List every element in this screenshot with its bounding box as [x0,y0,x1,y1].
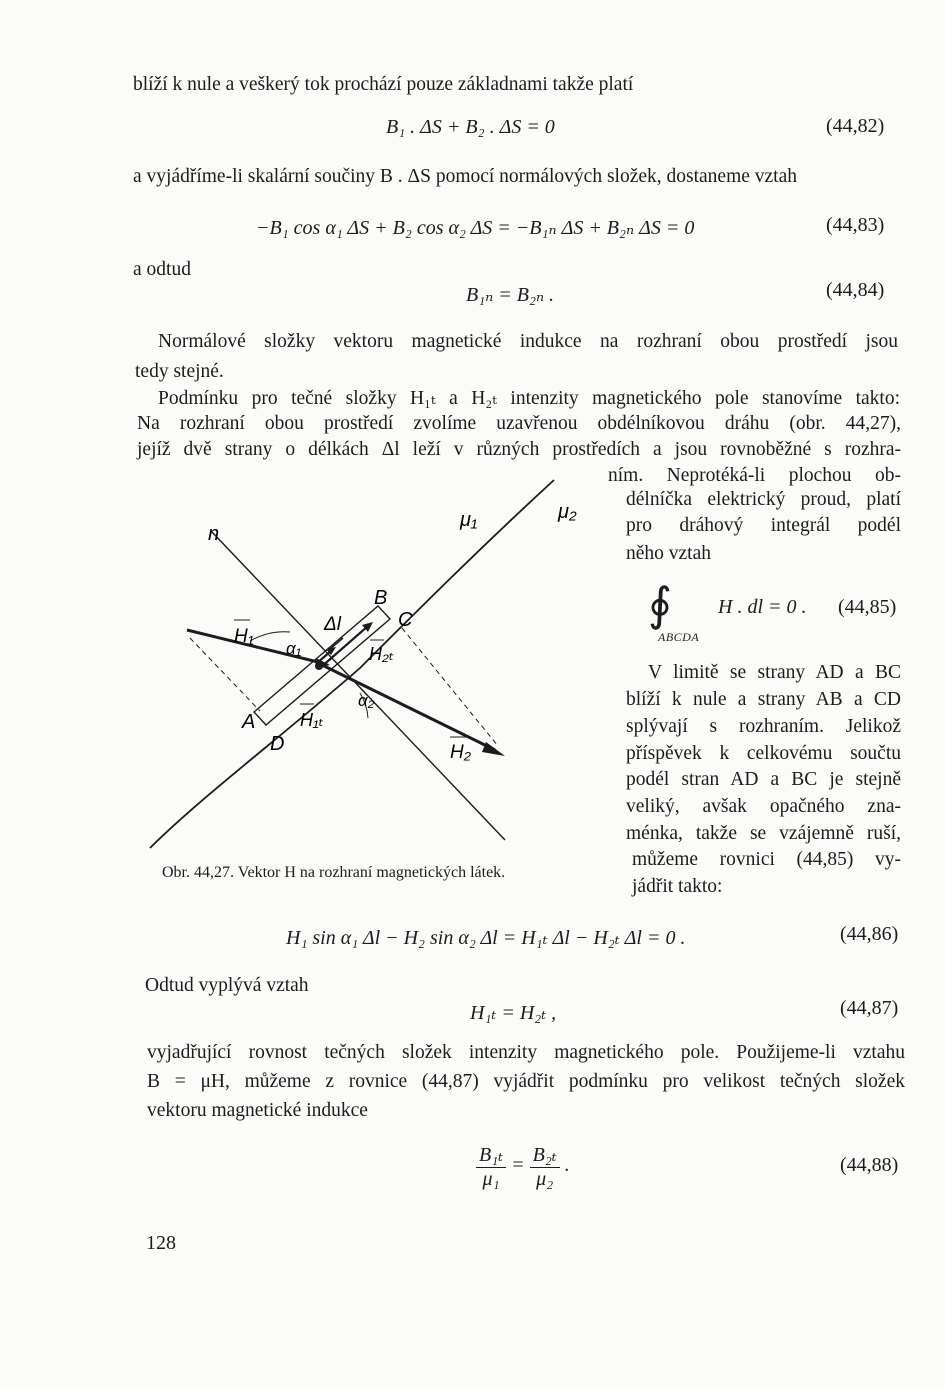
label-mu1: μ₁ [460,509,478,531]
label-h1: H₁ [234,626,254,647]
text-line: blíží k nule a veškerý tok prochází pouze základnami takže platí [133,74,634,95]
equation-44-87: H₁ₜ = H₂ₜ , [470,1002,557,1024]
column-line: jádřit takto: [632,876,723,897]
text-line: a vyjádříme-li skalární součiny B . ΔS pomocí normálových složek, dostaneme vztah [133,166,798,187]
equation-number: (44,86) [840,923,899,945]
column-line: můžeme rovnici (44,85) vy- [632,849,901,870]
integral-subscript: ABCDA [658,630,700,644]
label-b: B [374,587,388,609]
paragraph-line: jejíž dvě strany o délkách Δl leží v různých prostředích a jsou rovnoběžné s rozhra- [137,439,901,460]
column-line: příspěvek k celkovému součtu [626,743,901,764]
column-line: veliký, avšak opačného zna- [626,796,901,817]
label-h2t: H₂ₜ [369,644,395,664]
equation-number: (44,85) [838,596,897,618]
column-line: V limitě se strany AD a BC [648,662,901,683]
arrowhead [482,742,505,756]
fraction [530,1142,560,1191]
column-line: ním. Neprotéká-li plochou ob- [608,465,901,486]
label-delta-l: Δl [324,614,341,635]
numerator: B₂ₜ [530,1142,560,1168]
paragraph-line: Na rozhraní obou prostředí zvolíme uzavřenou obdélníkovou dráhu (obr. 44,27), [137,413,901,434]
paragraph-line: vyjadřující rovnost tečných složek intenzity magnetického pole. Použijeme-li vztahu [147,1042,905,1063]
paragraph-line: Normálové složky vektoru magnetické indukce na rozhraní obou prostředí jsou [158,331,898,352]
equation-44-84: B₁ₙ = B₂ₙ . [466,284,555,306]
paragraph-line: B = μH, můžeme z rovnice (44,87) vyjádřit podmínku pro velikost tečných složek [147,1071,905,1092]
contour-integral-symbol: ∮ [648,579,672,630]
column-line: splývají s rozhraním. Jelikož [626,716,901,737]
equation-number: (44,87) [840,997,899,1019]
label-h1t: H₁ₜ [300,710,324,730]
integrand: H . dl = 0 . [718,596,807,618]
vector-h1 [187,630,322,663]
fraction [476,1142,506,1191]
denominator: μ₂ [536,1168,554,1190]
period: . [564,1154,570,1177]
page-number: 128 [146,1232,176,1254]
equation-44-86: H₁ sin α₁ Δl − H₂ sin α₂ Δl = H₁ₜ Δl − H₂ₜ Δl = 0 . [286,927,686,949]
equation-number: (44,83) [826,214,885,236]
label-alpha1: α₁ [286,639,302,658]
equals-sign: = [511,1154,525,1177]
text-line: a odtud [133,259,191,280]
intersection-point [315,662,323,670]
paragraph-line: vektoru magnetické indukce [147,1100,368,1121]
column-line: pro dráhový integrál podél [626,515,901,536]
normal-line [212,532,505,840]
label-h2: H₂ [450,742,471,763]
label-c: C [398,609,413,631]
label-alpha2: α₂ [358,691,375,710]
dashed-projection [190,638,260,711]
label-n: n [208,523,220,545]
equation-number: (44,88) [840,1154,899,1176]
label-mu2: μ₂ [558,501,577,523]
text-line: Odtud vyplývá vztah [145,975,309,996]
column-line: ménka, takže se vzájemně ruší, [626,823,901,844]
equation-44-83: −B₁ cos α₁ ΔS + B₂ cos α₂ ΔS = −B₁ₙ ΔS + B₂ₙ ΔS = 0 [256,217,695,239]
angle-arc-alpha1 [250,632,290,641]
figure-44-27 [140,478,610,858]
paragraph-line: tedy stejné. [135,361,224,382]
delta-l-arrow [330,638,343,649]
label-a: A [242,711,256,733]
equation-number: (44,84) [826,279,885,301]
equation-44-82: B₁ . ΔS + B₂ . ΔS = 0 [386,116,555,138]
paragraph-line: Podmínku pro tečné složky H₁ₜ a H₂ₜ intenzity magnetického pole stanovíme takto: [158,388,900,409]
equation-44-88 [476,1142,570,1191]
label-d: D [270,733,285,755]
equation-number: (44,82) [826,115,885,137]
column-line: podél stran AD a BC je stejně [626,769,901,790]
numerator: B₁ₜ [476,1142,506,1168]
column-line: blíží k nule a strany AB a CD [626,689,901,710]
figure-caption: Obr. 44,27. Vektor H na rozhraní magnetických látek. [162,864,506,881]
column-line: něho vztah [626,543,712,564]
column-line: délníčka elektrický proud, platí [626,489,901,510]
denominator: μ₁ [482,1168,500,1190]
